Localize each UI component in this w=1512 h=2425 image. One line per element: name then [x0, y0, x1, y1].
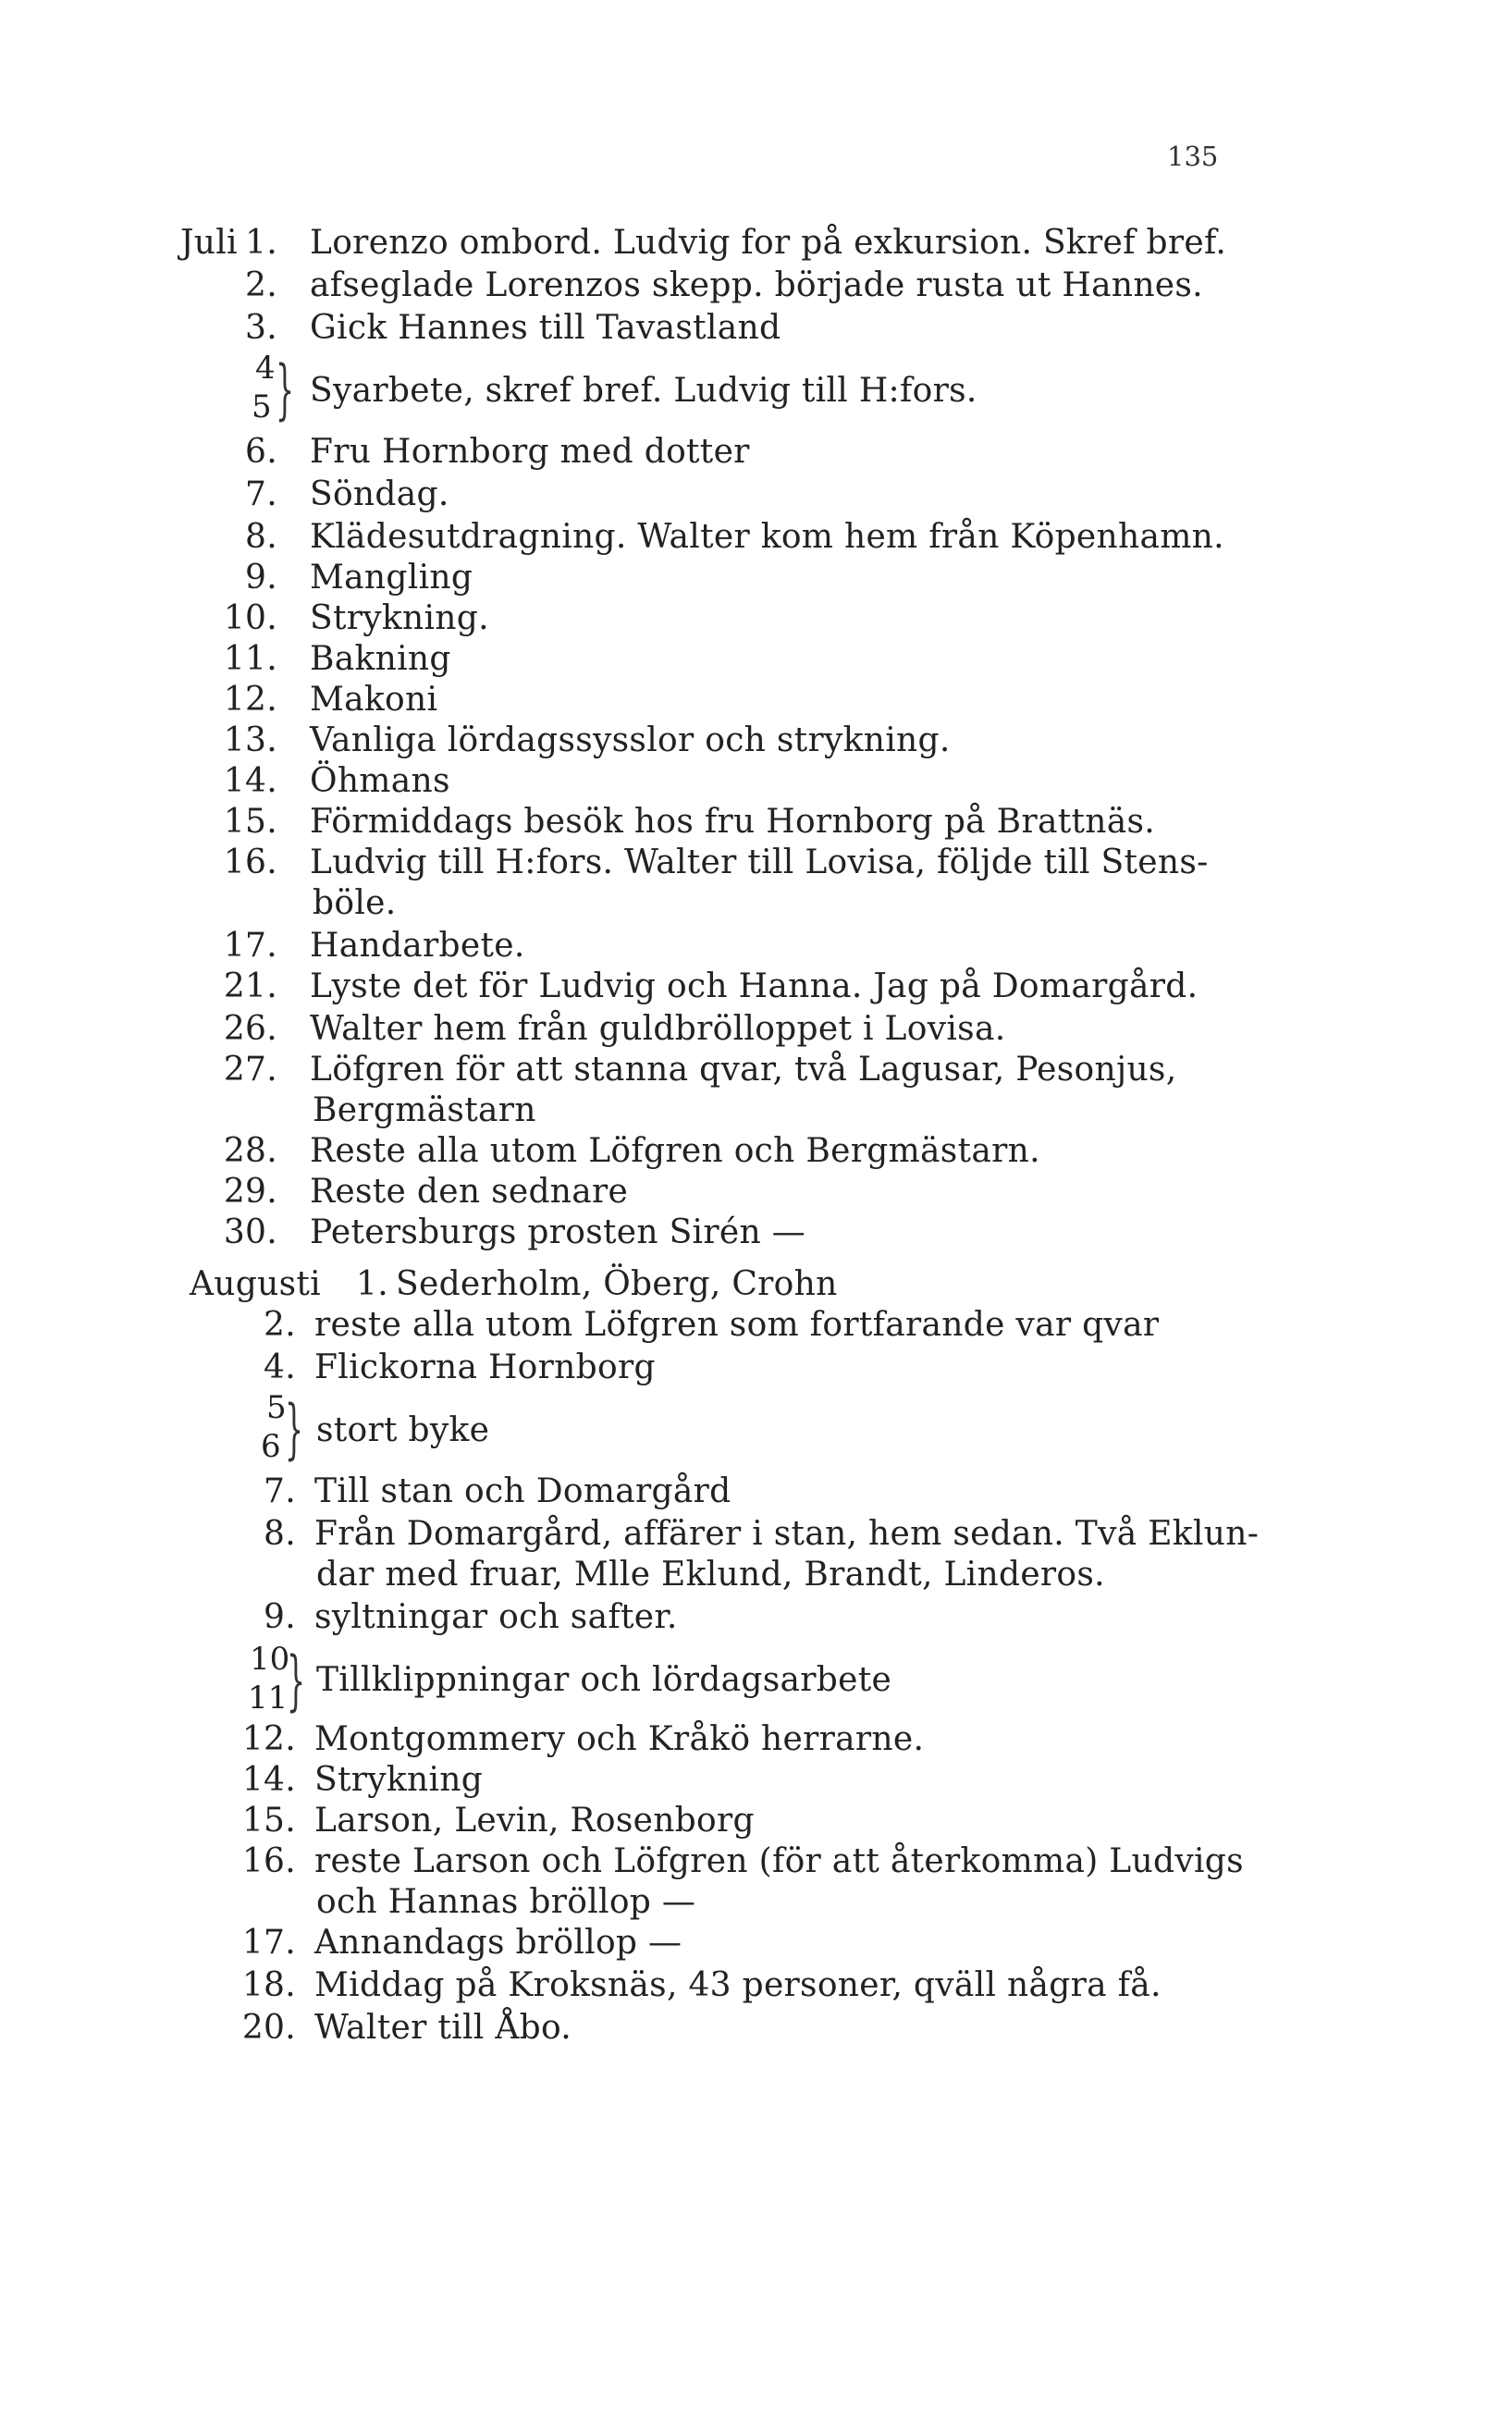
entry-july-26 — [310, 1008, 1225, 1051]
entry-number — [240, 1347, 296, 1389]
day-number: 16. — [241, 1842, 296, 1880]
entry-continuation: och Hannas bröllop — — [316, 1883, 696, 1921]
entry-number — [213, 720, 277, 762]
entry-number — [213, 1049, 277, 1091]
entry-continuation: böle. — [313, 884, 397, 922]
entry-number — [213, 966, 277, 1008]
entry-number — [222, 1718, 296, 1761]
entry-number — [222, 1840, 296, 1883]
day-number-a: 10 — [250, 1641, 290, 1678]
entry-number — [213, 1008, 277, 1051]
entry-text: Öhmans — [310, 762, 450, 800]
day-number: 1. — [356, 1265, 388, 1303]
entry-text: Makoni — [310, 681, 438, 719]
entry-text: Tillklippningar och lördagsarbete — [316, 1661, 892, 1699]
entry-august-20 — [314, 2007, 1230, 2050]
entry-number — [231, 431, 277, 474]
entry-text: Klädesutdragning. Walter kom hem från Köpenhamn. — [310, 518, 1224, 556]
entry-continuation: dar med fruar, Mlle Eklund, Brandt, Linderos. — [316, 1556, 1105, 1594]
day-number: 20. — [241, 2009, 296, 2047]
day-number-b: 5 — [252, 388, 272, 425]
entry-text: Söndag. — [310, 475, 449, 513]
entry-august-12 — [314, 1718, 1230, 1761]
entry-number — [222, 1922, 296, 1964]
entry-text: reste Larson och Löfgren (för att återkomma) Ludvigs — [314, 1842, 1244, 1880]
day-number: 15. — [223, 803, 277, 841]
entry-august-15 — [314, 1800, 1230, 1842]
entry-july-7 — [310, 474, 1225, 516]
entry-continuation: Bergmästarn — [313, 1091, 536, 1129]
entry-text: Ludvig till H:fors. Walter till Lovisa, följde till Stens- — [310, 843, 1209, 881]
day-number: 12. — [223, 681, 277, 719]
day-number: 18. — [241, 1966, 296, 2004]
entry-number — [231, 307, 277, 350]
entry-number — [213, 1212, 277, 1254]
entry-july-28 — [310, 1130, 1225, 1173]
entry-august-7 — [314, 1471, 1230, 1513]
entry-number — [231, 474, 277, 516]
day-number: 6. — [245, 433, 277, 471]
entry-august-10-11 — [316, 1659, 1232, 1702]
entry-july-9 — [310, 557, 1225, 599]
entry-text: Petersburgs prosten Sirén — — [310, 1213, 805, 1251]
day-number: 15. — [241, 1802, 296, 1840]
day-number: 7. — [264, 1472, 296, 1510]
entry-text: Fru Hornborg med dotter — [310, 433, 750, 471]
entry-number — [222, 2007, 296, 2050]
day-number-b: 11 — [248, 1680, 289, 1717]
day-number: 21. — [223, 967, 277, 1005]
entry-july-29 — [310, 1171, 1225, 1213]
entry-number — [213, 1130, 277, 1173]
day-number: 9. — [264, 1598, 296, 1636]
entry-text: Larson, Levin, Rosenborg — [314, 1802, 755, 1840]
day-number: 30. — [223, 1213, 277, 1251]
day-number: 14. — [223, 762, 277, 800]
entry-number — [213, 760, 277, 803]
entry-text: Lorenzo ombord. Ludvig for på exkursion. Skref bref. — [310, 224, 1227, 262]
day-number: 13. — [223, 721, 277, 759]
day-number-b: 6 — [261, 1428, 281, 1465]
entry-july-10 — [310, 597, 1225, 640]
day-number: 28. — [223, 1132, 277, 1170]
day-number: 17. — [223, 927, 277, 965]
entry-july-13 — [310, 720, 1225, 762]
entry-number — [213, 679, 277, 721]
entry-july-30 — [310, 1212, 1225, 1254]
entry-text: Från Domargård, affärer i stan, hem sedan. Två Eklun- — [314, 1515, 1260, 1553]
entry-july-4-5 — [310, 370, 1225, 412]
entry-august-8 — [314, 1513, 1260, 1556]
entry-number — [222, 1964, 296, 2007]
day-number: 26. — [223, 1010, 277, 1048]
day-number: 9. — [245, 559, 277, 597]
entry-text: reste alla utom Löfgren som fortfarande var qvar — [314, 1306, 1160, 1344]
entry-number — [333, 1263, 388, 1306]
month-name: Augusti — [190, 1265, 321, 1303]
entry-text: Bakning — [310, 640, 451, 678]
entry-text: Walter till Åbo. — [314, 2009, 572, 2047]
day-number: 17. — [241, 1924, 296, 1962]
entry-july-17 — [310, 925, 1225, 967]
day-number: 8. — [245, 518, 277, 556]
entry-text: Annandags bröllop — — [314, 1924, 682, 1962]
day-number: 11. — [223, 640, 277, 678]
entry-july-1 — [310, 222, 1225, 265]
entry-number — [213, 842, 277, 884]
entry-text: Reste alla utom Löfgren och Bergmästarn. — [310, 1132, 1040, 1170]
entry-text: Till stan och Domargård — [314, 1472, 731, 1510]
day-number: 12. — [241, 1720, 296, 1758]
entry-text: Löfgren för att stanna qvar, två Lagusar, Pesonjus, — [310, 1051, 1177, 1089]
entry-text: Förmiddags besök hos fru Hornborg på Brattnäs. — [310, 803, 1156, 841]
day-number: 4. — [264, 1348, 296, 1386]
entry-number — [240, 1304, 296, 1347]
day-number: 1. — [245, 224, 277, 262]
day-number: 10. — [223, 599, 277, 637]
entry-number — [231, 222, 277, 265]
entry-text: Reste den sednare — [310, 1173, 629, 1211]
entry-july-12 — [310, 679, 1225, 721]
entry-july-21 — [310, 966, 1225, 1008]
entry-august-16 — [314, 1840, 1244, 1883]
entry-august-17 — [314, 1922, 1230, 1964]
month-name: Juli — [180, 224, 238, 262]
entry-july-2 — [310, 265, 1225, 307]
entry-text: stort byke — [316, 1411, 490, 1449]
entry-july-4-5-brace — [252, 350, 311, 442]
day-number: 14. — [241, 1761, 296, 1799]
day-number: 3. — [245, 309, 277, 347]
entry-august-5-6 — [316, 1409, 1232, 1452]
entry-july-15 — [310, 801, 1225, 843]
entry-july-16 — [310, 842, 1225, 884]
day-number: 7. — [245, 475, 277, 513]
page-number: 135 — [1167, 141, 1219, 172]
brace-icon: } — [276, 351, 295, 427]
brace-icon: } — [285, 1391, 304, 1467]
entry-july-3 — [310, 307, 1225, 350]
entry-text: syltningar och safter. — [314, 1598, 678, 1636]
day-number: 16. — [223, 843, 277, 881]
entry-text: Montgommery och Kråkö herrarne. — [314, 1720, 925, 1758]
entry-july-11 — [310, 638, 1225, 681]
brace-icon: } — [287, 1643, 306, 1718]
entry-august-14 — [314, 1759, 1230, 1802]
entry-text: Syarbete, skref bref. Ludvig till H:fors. — [310, 372, 977, 410]
entry-text: Lyste det för Ludvig och Hanna. Jag på Domargård. — [310, 967, 1199, 1005]
day-number: 2. — [245, 266, 277, 304]
entry-text: afseglade Lorenzos skepp. började rusta ut Hannes. — [310, 266, 1203, 304]
day-number-a: 5 — [266, 1389, 287, 1426]
entry-text: Mangling — [310, 559, 473, 597]
entry-number — [213, 1171, 277, 1213]
entry-number — [222, 1759, 296, 1802]
entry-number — [213, 597, 277, 640]
entry-july-6 — [310, 431, 1225, 474]
entry-august-1 — [396, 1263, 1228, 1306]
entry-august-4 — [314, 1347, 1230, 1389]
entry-text: Sederholm, Öberg, Crohn — [396, 1265, 838, 1303]
entry-number — [222, 1800, 296, 1842]
entry-august-18 — [314, 1964, 1239, 2007]
entry-number — [240, 1596, 296, 1639]
entry-number — [231, 265, 277, 307]
day-number: 27. — [223, 1051, 277, 1089]
entry-text: Middag på Kroksnäs, 43 personer, qväll några få. — [314, 1966, 1162, 2004]
day-number: 29. — [223, 1173, 277, 1211]
day-number-a: 4 — [255, 350, 276, 387]
entry-july-27 — [310, 1049, 1235, 1091]
day-number: 8. — [264, 1515, 296, 1553]
entry-text: Vanliga lördagssysslor och strykning. — [310, 721, 951, 759]
entry-text: Walter hem från guldbrölloppet i Lovisa. — [310, 1010, 1006, 1048]
entry-text: Handarbete. — [310, 927, 525, 965]
entry-august-2 — [314, 1304, 1230, 1347]
entry-number — [240, 1471, 296, 1513]
entry-number — [213, 638, 277, 681]
entry-august-9 — [314, 1596, 1230, 1639]
entry-number — [213, 925, 277, 967]
entry-number — [213, 801, 277, 843]
entry-text: Flickorna Hornborg — [314, 1348, 656, 1386]
entry-text: Gick Hannes till Tavastland — [310, 309, 781, 347]
entry-number — [231, 557, 277, 599]
entry-july-8 — [310, 516, 1225, 559]
entry-july-14 — [310, 760, 1225, 803]
entry-number — [240, 1513, 296, 1556]
entry-text: Strykning. — [310, 599, 489, 637]
day-number: 2. — [264, 1306, 296, 1344]
entry-text: Strykning — [314, 1761, 484, 1799]
entry-august-5-6-brace — [261, 1389, 322, 1482]
entry-number — [231, 516, 277, 559]
